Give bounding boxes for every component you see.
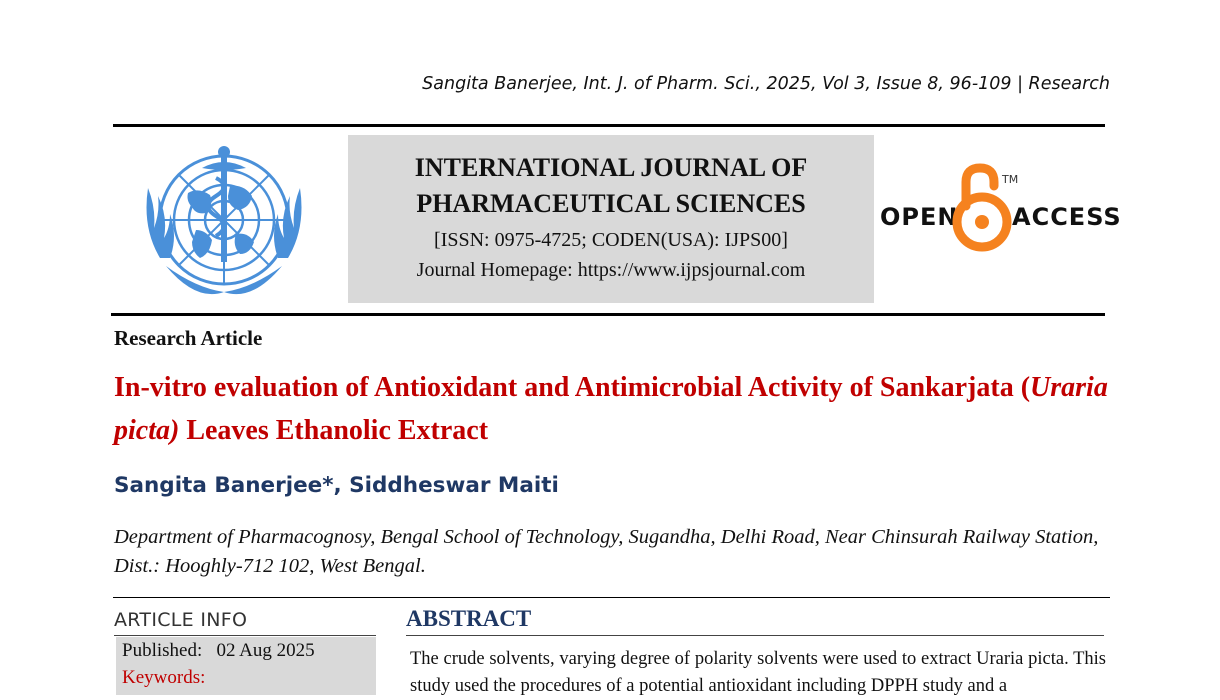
running-header: Sangita Banerjee, Int. J. of Pharm. Sci., 2025, Vol 3, Issue 8, 96-109 | Research bbox=[422, 74, 1110, 94]
abstract-heading: ABSTRACT bbox=[406, 606, 532, 631]
abstract-underline bbox=[406, 635, 1104, 636]
open-lock-icon bbox=[957, 168, 1007, 247]
article-title bbox=[114, 366, 1114, 452]
keywords-label: Keywords: bbox=[122, 667, 206, 688]
abstract-text: The crude solvents, varying degree of polarity solvents were used to extract Uraria picta. This study used the procedures of a potential antioxidant including DPPH study and a bbox=[410, 649, 1106, 696]
un-caduceus-emblem-icon bbox=[126, 138, 322, 306]
article-title-part2: Leaves Ethanolic Extract bbox=[179, 415, 489, 446]
author-list: Sangita Banerjee*, Siddheswar Maiti bbox=[114, 473, 559, 498]
published-date: 02 Aug 2025 bbox=[216, 640, 315, 661]
open-access-logo bbox=[878, 160, 1122, 256]
published-info bbox=[122, 640, 315, 662]
article-title-part1: In-vitro evaluation of Antioxidant and Antimicrobial Activity of Sankarjata ( bbox=[114, 372, 1031, 403]
open-access-access-text: ACCESS bbox=[1012, 203, 1122, 231]
journal-title-line2: PHARMACEUTICAL SCIENCES bbox=[416, 189, 806, 218]
open-access-open-text: OPEN bbox=[880, 203, 959, 231]
article-info-heading: ARTICLE INFO bbox=[114, 609, 248, 631]
journal-title-line1: INTERNATIONAL JOURNAL OF bbox=[414, 153, 808, 182]
header-rule-bottom bbox=[111, 313, 1105, 316]
open-access-tm-text: TM bbox=[1002, 173, 1019, 186]
journal-masthead bbox=[348, 135, 874, 303]
author-affiliation: Department of Pharmacognosy, Bengal School of Technology, Sugandha, Delhi Road, Near Chinsurah Railway Station, Dist.: Hooghly-712 102, West Bengal. bbox=[114, 526, 1099, 577]
journal-title bbox=[348, 150, 874, 222]
header-rule-top bbox=[113, 124, 1105, 127]
article-title-species: Uraria picta) bbox=[114, 372, 1108, 446]
section-divider bbox=[113, 597, 1110, 598]
article-type: Research Article bbox=[114, 326, 263, 350]
published-label: Published: bbox=[122, 640, 203, 661]
journal-homepage: Journal Homepage: https://www.ijpsjournal.com bbox=[416, 259, 806, 281]
journal-issn: [ISSN: 0975-4725; CODEN(USA): IJPS00] bbox=[434, 229, 788, 251]
article-info-underline bbox=[114, 635, 376, 636]
